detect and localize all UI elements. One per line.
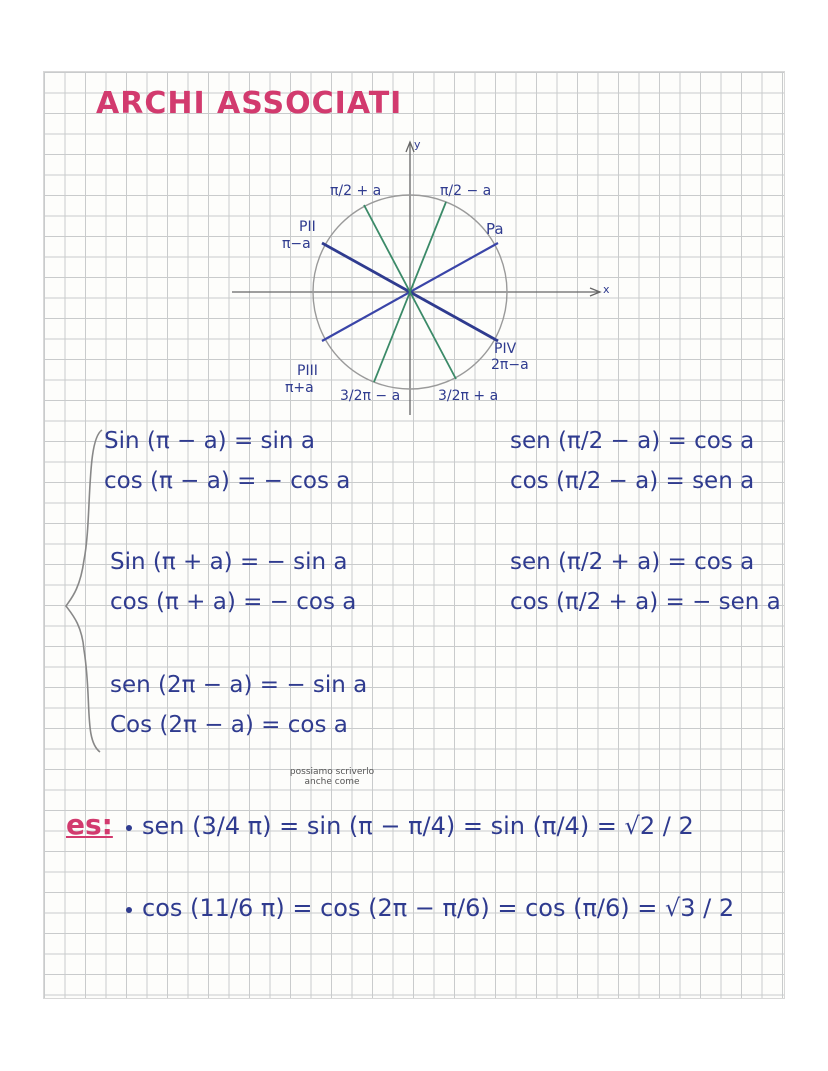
formula-sen-2pi-minus-a: sen (2π − a) = − sin a bbox=[110, 672, 368, 698]
label-p-ii: PII bbox=[299, 219, 316, 235]
label-p-iii: PIII bbox=[297, 363, 318, 379]
label-pi-plus-a: π+a bbox=[285, 380, 314, 396]
label-pi-minus-a: π−a bbox=[282, 236, 311, 252]
label-3-half-pi-minus-a: 3/2π − a bbox=[340, 388, 401, 404]
x-axis-label: x bbox=[603, 283, 610, 296]
examples-label: es: bbox=[66, 808, 113, 841]
formula-cos-pi-minus-a: cos (π − a) = − cos a bbox=[104, 468, 351, 494]
label-pi-half-plus-a: π/2 + a bbox=[330, 183, 382, 199]
bullet-1 bbox=[126, 825, 132, 831]
label-p-iv: PIV bbox=[494, 341, 517, 357]
formula-cos-pi-half-minus-a: cos (π/2 − a) = sen a bbox=[510, 468, 755, 494]
handwritten-note: possiamo scriverlo anche come bbox=[289, 767, 375, 787]
label-pi-half-minus-a: π/2 − a bbox=[440, 183, 492, 199]
label-3-half-pi-plus-a: 3/2π + a bbox=[438, 388, 499, 404]
example-2: cos (11/6 π) = cos (2π − π/6) = cos (π/6) = √3 / 2 bbox=[142, 894, 735, 922]
example-1: sen (3/4 π) = sin (π − π/4) = sin (π/4) = √2 / 2 bbox=[142, 812, 694, 840]
bullet-2 bbox=[126, 907, 132, 913]
formula-sen-pi-half-plus-a: sen (π/2 + a) = cos a bbox=[510, 549, 755, 575]
page-title: ARCHI ASSOCIATI bbox=[96, 86, 403, 121]
y-axis-label: y bbox=[414, 138, 421, 151]
label-2pi-minus-a: 2π−a bbox=[491, 357, 529, 373]
formula-cos-pi-half-plus-a: cos (π/2 + a) = − sen a bbox=[510, 589, 781, 615]
label-p-alpha: Pa bbox=[486, 220, 504, 238]
formula-cos-pi-plus-a: cos (π + a) = − cos a bbox=[110, 589, 357, 615]
formula-sin-pi-minus-a: Sin (π − a) = sin a bbox=[104, 428, 315, 454]
formula-sen-pi-half-minus-a: sen (π/2 − a) = cos a bbox=[510, 428, 755, 454]
formula-sin-pi-plus-a: Sin (π + a) = − sin a bbox=[110, 549, 348, 575]
formula-cos-2pi-minus-a: Cos (2π − a) = cos a bbox=[110, 712, 348, 738]
